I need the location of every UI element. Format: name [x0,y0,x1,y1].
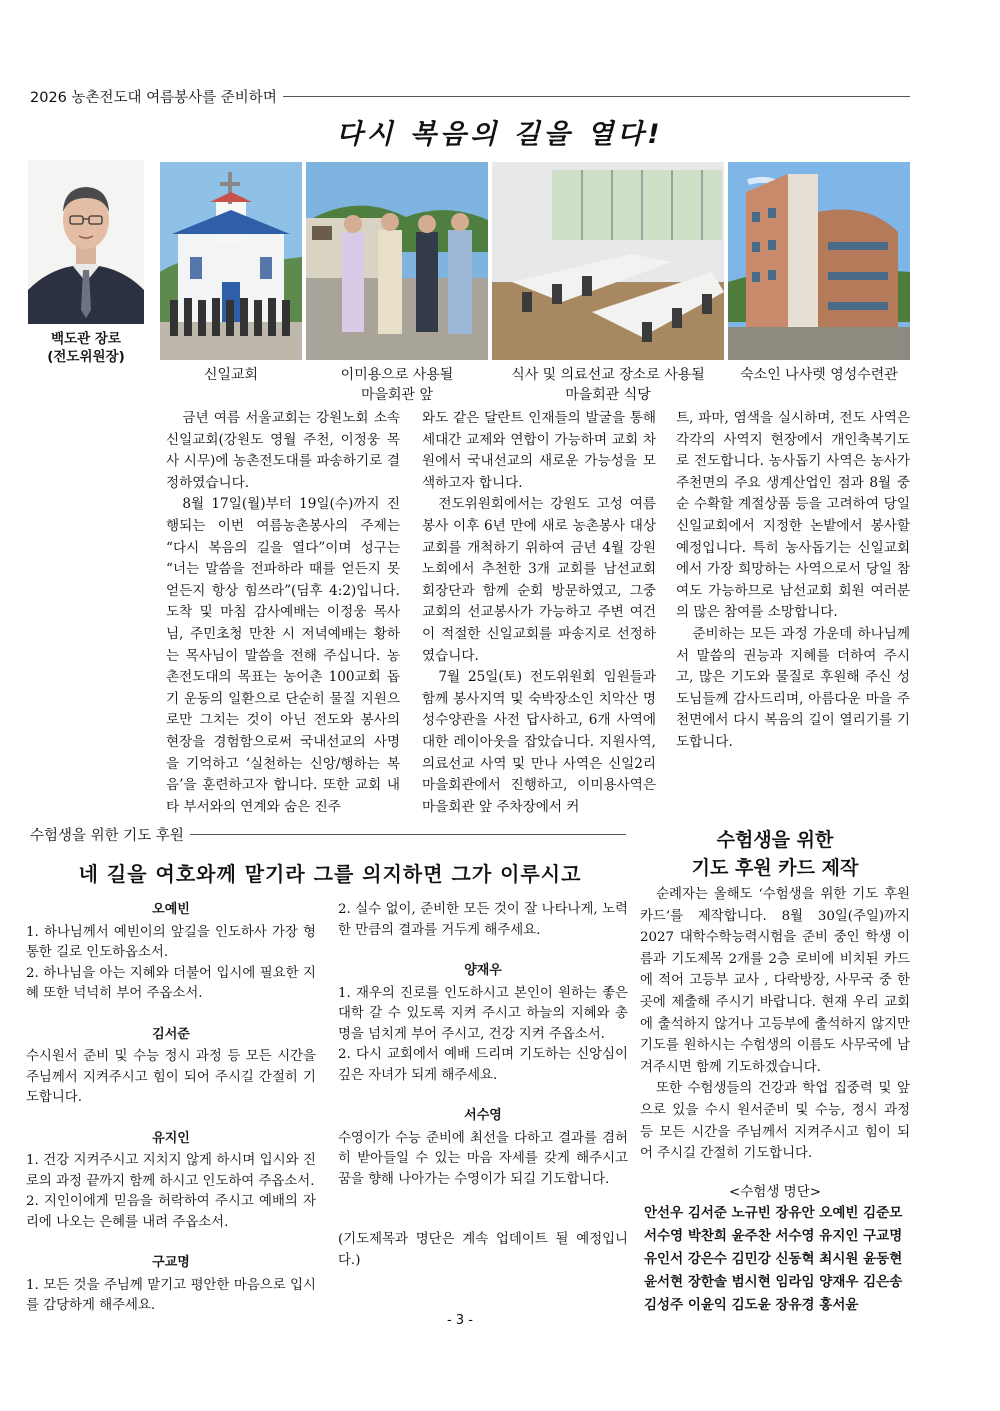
student-name: 서수영 [464,1108,502,1123]
article-paragraph: 와도 같은 달란트 인재들의 발굴을 통해 세대간 교제와 연합이 가능하며 교회 차원에서 국내선교의 새로운 가능성을 모색하고자 합니다. [422,410,656,491]
article-paragraph: 준비하는 모든 과정 가운데 하나님께서 말씀의 권능과 지혜를 더하여 주시고, 많은 기도와 물질로 후원해 주신 성도님들께 감사드리며, 아름다운 마을 주천면에서 다시 복음의 길이 열리기를 기도합니다. [676,625,910,750]
article-paragraph: 8월 17일(월)부터 19일(수)까지 진행되는 이번 여름농촌봉사의 주제는 “다시 복음의 길을 열다”이며 성구는 “너는 말씀을 전파하라 때를 얻든지 못 얻든지 항상 힘쓰라”(딤후 4:2)입니다. 도착 및 마침 감사예배는 이정웅 목사님, 주민초청 만찬 시 저녁예배는 황하는 목사님이 말씀을 전해 주십니다. 농촌전도대의 목표는 농어촌 100교회 돕기 운동의 일환으로 단순히 물질 지원으로만 그치는 것이 아닌 전도와 봉사의 현장을 경험함으로써 국내선교의 사명을 기억하고 ‘실천하는 신앙/행하는 복음’을 훈련하고자 합니다. 또한 교회 내 타 부서와의 연계와 숨은 진주 [166,496,400,815]
prayer-item: 1. 하나님께서 예빈이의 앞길을 인도하사 가장 형통한 길로 인도하옵소서. [26,924,316,960]
sidebar-body [640,884,910,1174]
roster-line: 유인서 강은수 김민강 신동혁 최시원 윤동현 [644,1251,903,1267]
main-title: 다시 복음의 길을 열다! [336,119,664,150]
update-note: (기도제목과 명단은 계속 업데이트 될 예정입니다.) [338,1232,628,1268]
prayer-item: 2. 실수 없이, 준비한 모든 것이 잘 나타나게, 노력한 만큼의 결과를 거두게 해주세요. [338,902,628,938]
sidebar-title [640,826,910,882]
roster-line: 서수영 박찬희 윤주찬 서수영 유지인 구교명 [644,1228,903,1244]
student-name: 유지인 [152,1130,190,1146]
photo-village-hall-dining [492,162,724,360]
section-header-prayer [30,824,626,845]
article-paragraph: 금년 여름 서울교회는 강원노회 소속 신일교회(강원도 영월 주천, 이정웅 목사 시무)에 농촌전도대를 파송하기로 결정하였습니다. [166,410,400,491]
page-number: - 3 - [447,1313,473,1328]
prayer-item: 1. 모든 것을 주님께 맡기고 평안한 마음으로 입시를 감당하게 해주세요. [26,1277,316,1313]
student-roster [644,1202,912,1317]
article-column-1 [166,408,400,818]
roster-title: <수험생 명단> [728,1184,822,1200]
student-name: 김서준 [152,1026,190,1042]
caption-line: 숙소인 나사렛 영성수련관 [740,367,898,383]
article-paragraph: 전도위원회에서는 강원도 고성 여름봉사 이후 6년 만에 새로 농촌봉사 대상교회를 개척하기 위하여 금년 4월 강원노회에서 추천한 3개 교회를 남선교회 회장단과 함께 순회 방문하였고, 그중 교회의 선교봉사가 가능하고 주변 여건이 적절한 신일교회를 파송지로 선정하였습니다. [422,496,656,664]
article-paragraph: 트, 파마, 염색을 실시하며, 전도 사역은 각각의 사역지 현장에서 개인축복기도로 전도합니다. 농사돕기 사역은 농사가 주천면의 주요 생계산업인 점과 8월 중순 수확할 계절상품 등을 고려하여 당일 신일교회에서 지정한 논밭에서 봉사할 예정입니다. 특히 농사돕기는 신일교회에서 가장 희망하는 사역으로서 당일 참여도 가능하므로 남선교회 회원 여러분의 많은 참여를 소망합니다. [676,410,910,621]
header-rule [190,834,626,835]
prayer-item: 수시원서 준비 및 수능 정시 과정 등 모든 시간을 주님께서 지켜주시고 힘이 되어 주시길 간절히 기도합니다. [26,1049,316,1105]
article-column-2 [422,408,656,818]
portrait-role: (전도위원장) [47,349,125,365]
student-name: 오예빈 [152,902,190,917]
sidebar-paragraph: 순례자는 올해도 ‘수험생을 위한 기도 후원 카드’를 제작합니다. 8월 30일(주일)까지 2027 대학수학능력시험을 준비 중인 학생 이름과 기도제목 2개를 2층 로비에 비치된 카드에 적어 고등부 교사 , 다락방장, 사무국 중 한 곳에 제출해 주시기 바랍니다. 현재 우리 교회에 출석하지 않거나 고등부에 출석하지 않지만 기도를 원하시는 수험생의 이름도 사무국에 남겨주시면 함께 기도하겠습니다. [640,887,910,1075]
prayer-item: 수영이가 수능 준비에 최선을 다하고 결과를 겸허히 받아들일 수 있는 마음 자세를 갖게 해주시고 꿈을 향해 나아가는 수영이가 되길 기도합니다. [338,1130,628,1187]
prayer-column-middle [338,900,628,1271]
caption-sinil-church [160,365,302,385]
prayer-item: 2. 다시 교회에서 예배 드리며 기도하는 신앙심이 깊은 자녀가 되게 해주세요. [338,1047,628,1083]
caption-village-hall-front [300,365,494,405]
caption-line: 마을회관 식당 [565,387,651,403]
article-paragraph: 7월 25일(토) 전도위원회 임원들과 함께 봉사지역 및 숙박장소인 치악산 명성수양관을 사전 답사하고, 6개 사역에 대한 레이아웃을 잡았습니다. 지원사역, 의료선교 사역 및 만나 사역은 신일2리 마을회관에서 진행하고, 이미용사역은 마을회관 앞 주차장에서 커 [422,669,656,815]
sidebar-title-line: 기도 후원 카드 제작 [691,857,859,879]
caption-line: 신일교회 [203,367,259,383]
prayer-item: 2. 지인이에게 믿음을 허락하여 주시고 예배의 자리에 나오는 은혜를 내려 주옵소서. [26,1194,316,1230]
bible-verse-heading: 네 길을 여호와께 맡기라 그를 의지하면 그가 이루시고 [78,862,582,886]
student-name: 구교명 [152,1255,190,1270]
photo-village-hall-front [306,162,488,360]
roster-line: 안선우 김서준 노규빈 장유안 오예빈 김준모 [644,1205,903,1221]
section-label: 2026 농촌전도대 여름봉사를 준비하며 [30,90,277,106]
caption-line: 식사 및 의료선교 장소로 사용될 [511,367,705,383]
caption-line: 마을회관 앞 [360,387,434,403]
section-header-summer-mission [30,86,910,107]
sidebar-title-line: 수험생을 위한 [716,829,834,851]
caption-village-hall-dining [492,365,724,405]
prayer-item: 1. 건강 지켜주시고 지치지 않게 하시며 입시와 진로의 과정 끝까지 함께 하시고 인도하여 주옵소서. [26,1153,316,1189]
portrait-caption [20,330,152,366]
photo-sinil-church [160,162,302,360]
sidebar-paragraph: 또한 수험생들의 건강과 학업 집중력 및 앞으로 있을 수시 원서준비 및 수능, 정시 과정 등 모든 시간을 주님께서 지켜주시고 힘이 되어 주시길 간절히 기도합니다. [640,1081,910,1162]
caption-line: 이미용으로 사용될 [340,367,454,383]
prayer-item: 2. 하나님을 아는 지혜와 더불어 입시에 필요한 지혜 또한 넉넉히 부어 주옵소서. [26,965,316,1001]
caption-nazarene-retreat [728,365,910,385]
prayer-column-left [26,900,316,1317]
student-name: 양재우 [464,963,502,978]
roster-line: 윤서현 장한솔 범시현 임라임 양재우 김은송 [644,1274,903,1290]
section-label: 수험생을 위한 기도 후원 [30,828,184,844]
prayer-item: 1. 재우의 진로를 인도하시고 본인이 원하는 좋은 대학 갈 수 있도록 지켜 주시고 하늘의 지혜와 총명을 넘치게 부어 주시고, 건강 지켜 주옵소서. [338,985,628,1042]
portrait-name: 백도관 장로 [51,331,121,347]
article-column-3 [676,408,910,778]
roster-line: 김성주 이윤익 김도윤 장유경 홍서윤 [644,1297,859,1313]
portrait-photo [28,160,144,324]
photo-nazarene-retreat [728,162,910,360]
header-rule [283,96,910,97]
